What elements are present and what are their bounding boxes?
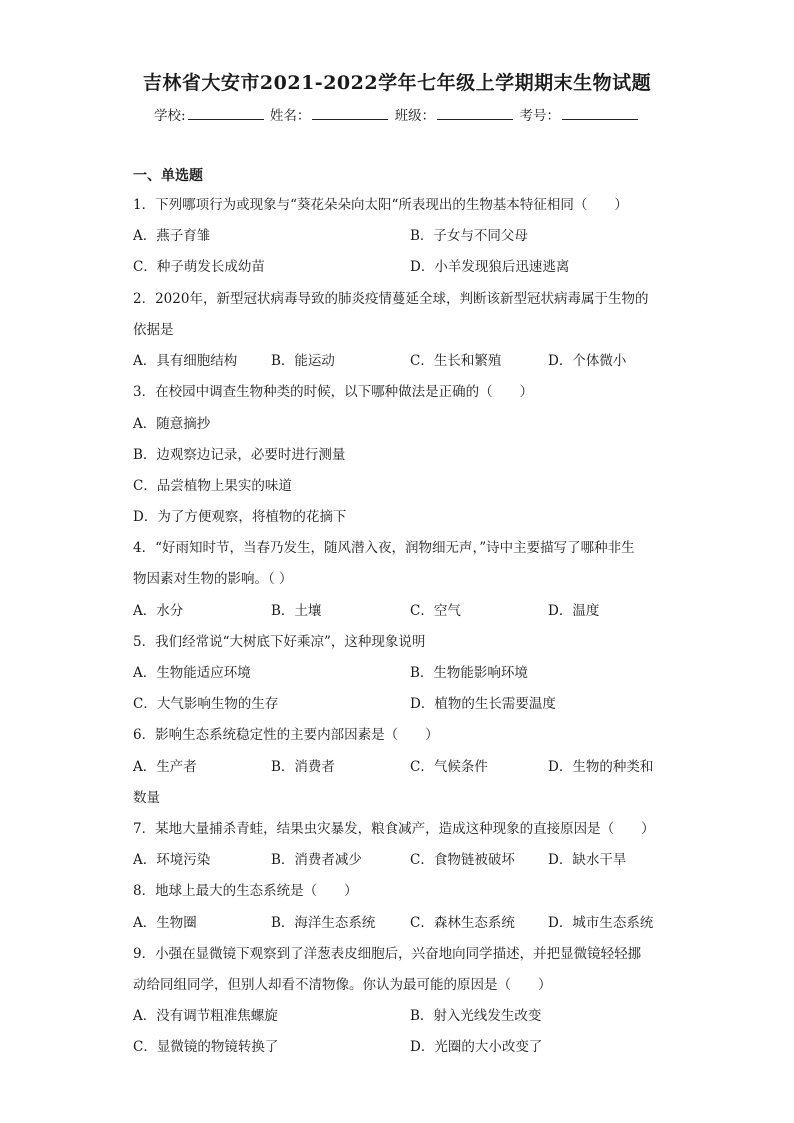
q7-option-a: A．环境污染 [133,852,211,868]
name-label: 姓名： [269,108,311,124]
question-8-stem: 8．地球上最大的生态系统是（ ） [133,883,358,899]
q4-option-b: B．土壤 [271,603,322,619]
question-4-stem-cont: 物因素对生物的影响。（ ） [133,571,293,587]
student-info-row [0,104,794,124]
q6-option-a: A．生产者 [133,759,197,775]
q1-option-d: D．小羊发现狼后迅速逃离 [410,259,570,275]
q6-option-b: B．消费者 [271,759,335,775]
question-7-stem: 7．某地大量捕杀青蛙，结果虫灾暴发，粮食减产，造成这种现象的直接原因是（ ） [133,821,655,837]
class-label: 班级： [394,108,436,124]
q8-option-c: C．森林生态系统 [410,915,515,931]
q3-option-b: B．边观察边记录，必要时进行测量 [133,447,346,463]
q9-option-a: A．没有调节粗准焦螺旋 [133,1008,278,1024]
question-9-stem: 9．小强在显微镜下观察到了洋葱表皮细胞后，兴奋地向同学描述，并把显微镜轻轻挪 [133,946,642,962]
q1-option-c: C．种子萌发长成幼苗 [133,259,265,275]
q6-option-d: D．生物的种类和 [548,759,654,775]
q9-option-d: D．光圈的大小改变了 [410,1039,543,1055]
question-6-stem: 6．影响生态系统稳定性的主要内部因素是（ ） [133,727,439,743]
question-5-stem: 5．我们经常说“大树底下好乘凉”，这种现象说明 [133,634,426,650]
q6-option-d-cont: 数量 [133,790,160,806]
q2-option-d: D．个体微小 [548,353,627,369]
exam-title: 吉林省大安市2021-2022学年七年级上学期期末生物试题 [142,72,652,94]
q5-option-c: C．大气影响生物的生存 [133,696,279,712]
q6-option-c: C．气候条件 [410,759,488,775]
q5-option-a: A．生物能适应环境 [133,665,251,681]
name-blank[interactable] [312,107,388,120]
question-2-stem-cont: 依据是 [133,322,174,338]
q7-option-c: C．食物链被破坏 [410,852,515,868]
q1-option-b: B．子女与不同父母 [410,228,528,244]
q7-option-d: D．缺水干旱 [548,852,627,868]
q2-option-a: A．具有细胞结构 [133,353,238,369]
exam-no-label: 考号： [519,108,560,124]
q4-option-d: D．温度 [548,603,600,619]
q3-option-a: A．随意摘抄 [133,416,211,432]
question-4-stem: 4．“好雨知时节，当春乃发生，随风潜入夜，润物细无声，”诗中主要描写了哪种非生 [133,540,635,556]
q4-option-a: A．水分 [133,603,184,619]
section-heading: 一、单选题 [133,168,203,184]
exam-no-blank[interactable] [562,107,638,120]
q1-option-a: A．燕子育雏 [133,228,211,244]
q8-option-b: B．海洋生态系统 [271,915,376,931]
question-9-stem-cont: 动给同组同学，但别人却看不清物像。你认为最可能的原因是（ ） [133,977,552,993]
class-blank[interactable] [437,107,513,120]
school-blank[interactable] [188,107,264,120]
q3-option-c: C．品尝植物上果实的味道 [133,478,292,494]
q8-option-d: D．城市生态系统 [548,915,654,931]
q5-option-d: D．植物的生长需要温度 [410,696,556,712]
q3-option-d: D．为了方便观察，将植物的花摘下 [133,509,347,525]
q8-option-a: A．生物圈 [133,915,197,931]
q7-option-b: B．消费者减少 [271,852,362,868]
question-2-stem: 2．2020年，新型冠状病毒导致的肺炎疫情蔓延全球，判断该新型冠状病毒属于生物的 [133,291,649,307]
q9-option-c: C．显微镜的物镜转换了 [133,1039,279,1055]
q9-option-b: B．射入光线发生改变 [410,1008,542,1024]
q4-option-c: C．空气 [410,603,461,619]
question-3-stem: 3．在校园中调查生物种类的时候，以下哪种做法是正确的（ ） [133,384,534,400]
q2-option-c: C．生长和繁殖 [410,353,502,369]
question-1-stem: 1．下列哪项行为或现象与“葵花朵朵向太阳“所表现出的生物基本特征相同（ ） [133,197,628,213]
q2-option-b: B．能运动 [271,353,335,369]
school-label: 学校: [154,108,186,124]
q5-option-b: B．生物能影响环境 [410,665,528,681]
